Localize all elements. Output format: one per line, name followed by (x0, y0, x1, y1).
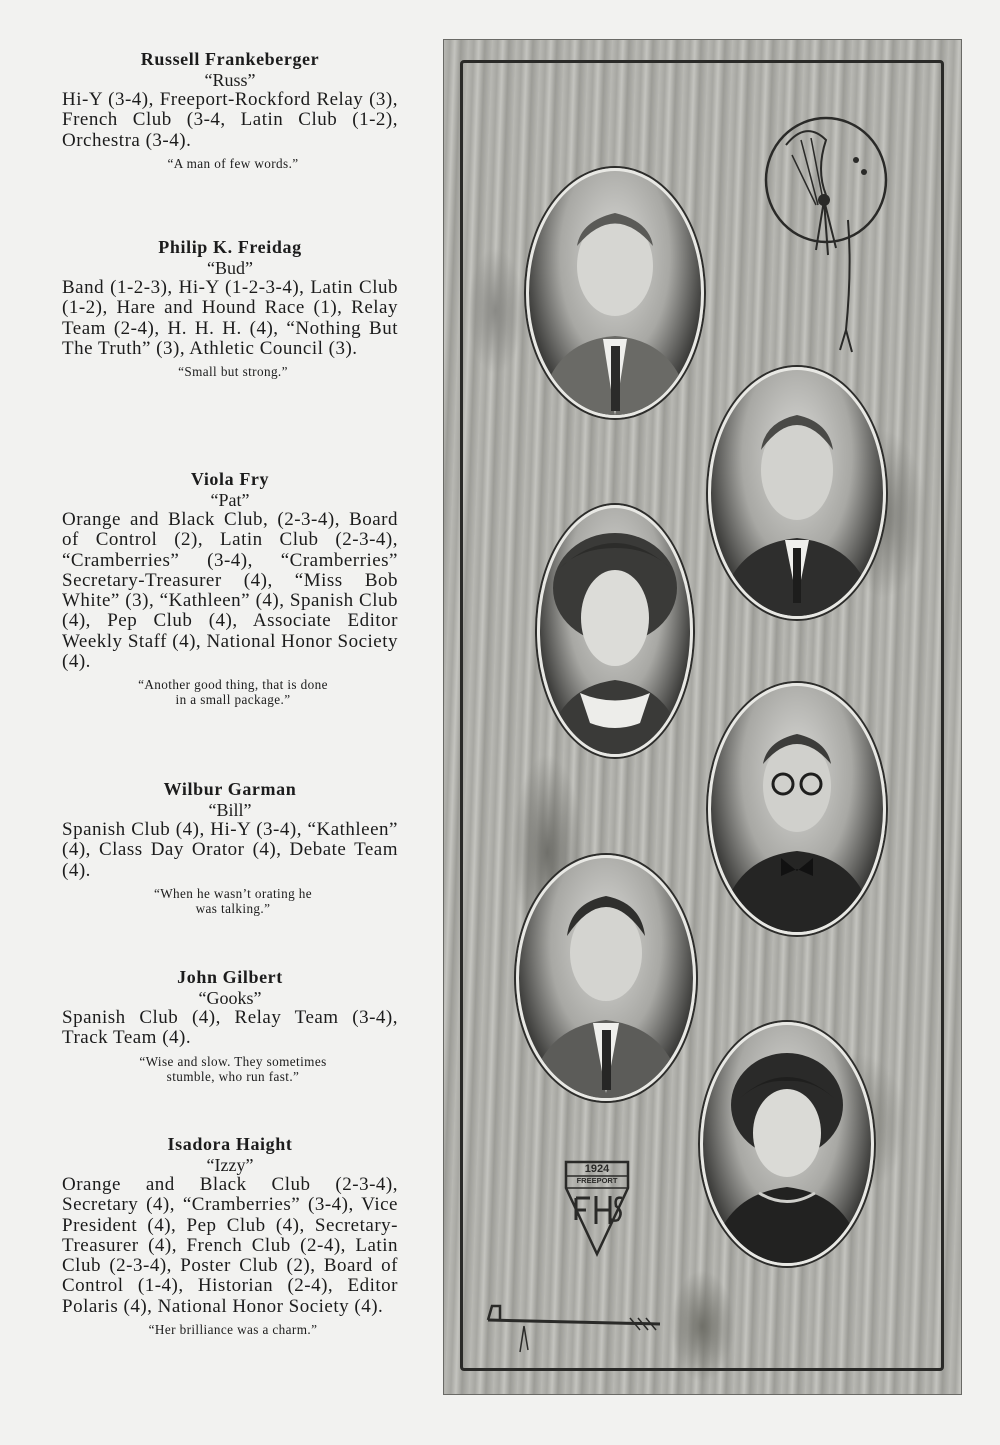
quote-line: was talking.” (195, 900, 271, 916)
senior-activities: Spanish Club (4), Relay Team (3-4), Track Team (4). (62, 1007, 398, 1049)
senior-name: Isadora Haight (167, 1134, 293, 1154)
quote-line: “When he wasn’t orating he (153, 885, 313, 901)
senior-activities: Hi-Y (3-4), Freeport-Rockford Relay (3), French Club (3-4, Latin Club (1-2), Orchestra (3-4). (62, 89, 398, 151)
portrait-photo (516, 855, 696, 1101)
quote-line: “A man of few words.” (167, 155, 299, 171)
quote-line: “Her brilliance was a charm.” (148, 1322, 318, 1338)
senior-entry-freidag (62, 236, 398, 379)
senior-entry-fry (62, 468, 398, 707)
quote-line: stumble, who run fast.” (166, 1068, 300, 1084)
senior-entry-haight (62, 1133, 398, 1337)
senior-entry-garman (62, 778, 398, 916)
senior-activities: Orange and Black Club, (2-3-4), Board of Control (2), Latin Club (2-3-4), “Cramberries” (3-4), “Cramberries” Secretary-Treasurer (4), “Miss Bob White” (3), “Kathleen” (4), Spanish Club (4), Pep Club (4), Associate Editor Weekly Staff (4), National Honor Society (4). (62, 509, 398, 673)
senior-entry-frankeberger (62, 48, 398, 171)
senior-name: Russell Frankeberger (140, 49, 320, 69)
senior-quote (62, 677, 398, 707)
senior-entry-gilbert (62, 966, 398, 1084)
senior-nickname: “Bud” (207, 258, 253, 278)
portrait-photo (708, 367, 886, 619)
senior-quote (62, 1054, 398, 1084)
portrait-photo (700, 1022, 874, 1266)
senior-quote (62, 156, 398, 171)
senior-quote (62, 364, 398, 379)
portrait-photo (708, 683, 886, 935)
dreamcatcher-emblem (756, 100, 896, 360)
quote-line: “Small but strong.” (178, 364, 288, 380)
peace-pipe-icon (480, 1292, 665, 1362)
emblem-school: FREEPORT (576, 1176, 618, 1185)
senior-name: Philip K. Freidag (158, 237, 302, 257)
birch-bark-photo-panel (443, 39, 962, 1395)
quote-line: “Wise and slow. They sometimes (139, 1053, 327, 1069)
senior-name: John Gilbert (177, 967, 283, 987)
emblem-year: 1924 (584, 1163, 610, 1175)
senior-activities: Spanish Club (4), Hi-Y (3-4), “Kathleen” (4), Class Day Orator (4), Debate Team (4). (62, 819, 398, 881)
senior-activities: Orange and Black Club (2-3-4), Secretary (4), “Cramberries” (3-4), Vice President (4), Pep Club (4), Secretary-Treasurer (4), French Club (2-4), Latin Club (2-3-4), Poster Club (2), Board of Control (1-4), Historian (2-4), Editor Polaris (4), National Honor Society (4). (62, 1174, 398, 1317)
senior-name: Viola Fry (190, 469, 270, 489)
portrait-photo (526, 168, 704, 418)
quote-line: “Another good thing, that is done (138, 677, 328, 693)
portrait-photo (537, 505, 693, 757)
senior-activities: Band (1-2-3), Hi-Y (1-2-3-4), Latin Club (1-2), Hare and Hound Race (1), Relay Team (2-4), H. H. H. (4), “Nothing But The Truth” (3), Athletic Council (3). (62, 277, 398, 359)
senior-quote (62, 886, 398, 916)
senior-nickname: “Pat” (210, 490, 250, 510)
senior-quote (62, 1322, 398, 1337)
quote-line: in a small package.” (175, 692, 291, 708)
senior-nickname: “Izzy” (206, 1155, 254, 1175)
senior-nickname: “Russ” (204, 70, 256, 90)
senior-nickname: “Gooks” (198, 988, 262, 1008)
senior-name: Wilbur Garman (163, 779, 297, 799)
senior-nickname: “Bill” (208, 800, 252, 820)
